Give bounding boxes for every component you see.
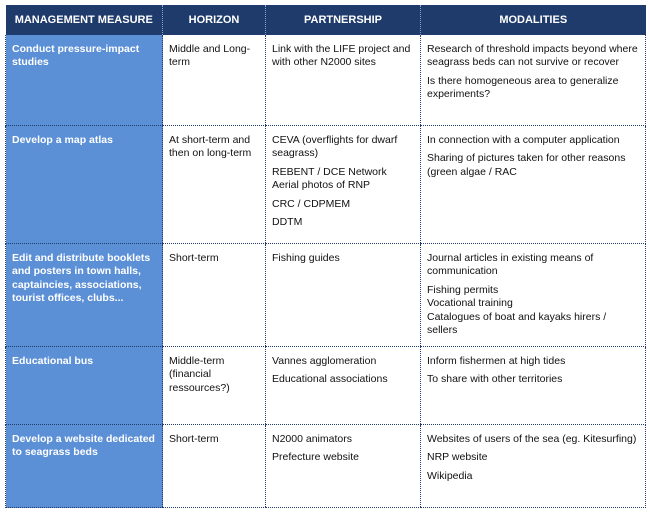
partnership-item: DDTM	[272, 216, 303, 229]
partnership-cell	[266, 347, 421, 425]
modality-item: Sharing of pictures taken for other reasons (green algae / RAC	[427, 152, 626, 178]
modalities-cell	[421, 347, 646, 425]
management-table	[5, 5, 646, 508]
modality-item: NRP website	[427, 451, 488, 464]
table-row	[6, 244, 646, 347]
modality-item: Inform fishermen at high tides	[427, 355, 566, 367]
header-horizon: HORIZON	[163, 5, 266, 35]
horizon-cell: Middle and Long-term	[163, 35, 266, 126]
modality-item: Vocational training	[427, 297, 513, 310]
table-row	[6, 347, 646, 425]
modality-item: Research of threshold impacts beyond where seagrass beds can not survive or recover	[427, 43, 638, 69]
table-row	[6, 425, 646, 508]
partnership-cell	[266, 244, 421, 347]
header-partnership: PARTNERSHIP	[266, 5, 421, 35]
modality-item: Wikipedia	[427, 469, 473, 482]
partnership-item: Link with the LIFE project and with other N2000 sites	[272, 43, 411, 69]
partnership-item: Vannes agglomeration	[272, 355, 377, 367]
modality-item: Journal articles in existing means of communication	[427, 252, 594, 278]
partnership-item: CRC / CDPMEM	[272, 197, 351, 210]
measure-cell: Conduct pressure-impact studies	[6, 35, 163, 126]
modalities-cell	[421, 425, 646, 508]
measure-cell: Educational bus	[6, 347, 163, 425]
horizon-cell: Short-term	[163, 425, 266, 508]
modality-item: Catalogues of boat and kayaks hirers / sellers	[427, 310, 607, 337]
horizon-cell: At short-term and then on long-term	[163, 126, 266, 244]
measure-cell: Edit and distribute booklets and posters in town halls, captaincies, associations, tourist offices, clubs...	[6, 244, 163, 347]
measure-cell: Develop a map atlas	[6, 126, 163, 244]
header-row	[6, 5, 646, 35]
partnership-item: Educational associations	[272, 373, 388, 386]
partnership-cell	[266, 35, 421, 126]
modality-item: To share with other territories	[427, 373, 563, 386]
modality-item: Websites of users of the sea (eg. Kitesurfing)	[427, 433, 637, 445]
partnership-item: REBENT / DCE Network Aerial photos of RNP	[272, 165, 387, 192]
partnership-cell	[266, 425, 421, 508]
partnership-cell	[266, 126, 421, 244]
modalities-cell	[421, 35, 646, 126]
header-modalities: MODALITIES	[421, 5, 646, 35]
partnership-item: CEVA (overflights for dwarf seagrass)	[272, 134, 398, 160]
modality-item: Fishing permits	[427, 283, 499, 296]
header-management-measure: MANAGEMENT MEASURE	[6, 5, 163, 35]
table-row	[6, 35, 646, 126]
modality-item: In connection with a computer application	[427, 134, 620, 146]
modalities-cell	[421, 244, 646, 347]
horizon-cell: Middle-term (financial ressources?)	[163, 347, 266, 425]
modality-item: Is there homogeneous area to generalize experiments?	[427, 74, 619, 101]
horizon-cell: Short-term	[163, 244, 266, 347]
partnership-item: Prefecture website	[272, 451, 359, 464]
table-row	[6, 126, 646, 244]
partnership-item: Fishing guides	[272, 252, 340, 264]
modalities-cell	[421, 126, 646, 244]
partnership-item: N2000 animators	[272, 433, 352, 445]
measure-cell: Develop a website dedicated to seagrass beds	[6, 425, 163, 508]
